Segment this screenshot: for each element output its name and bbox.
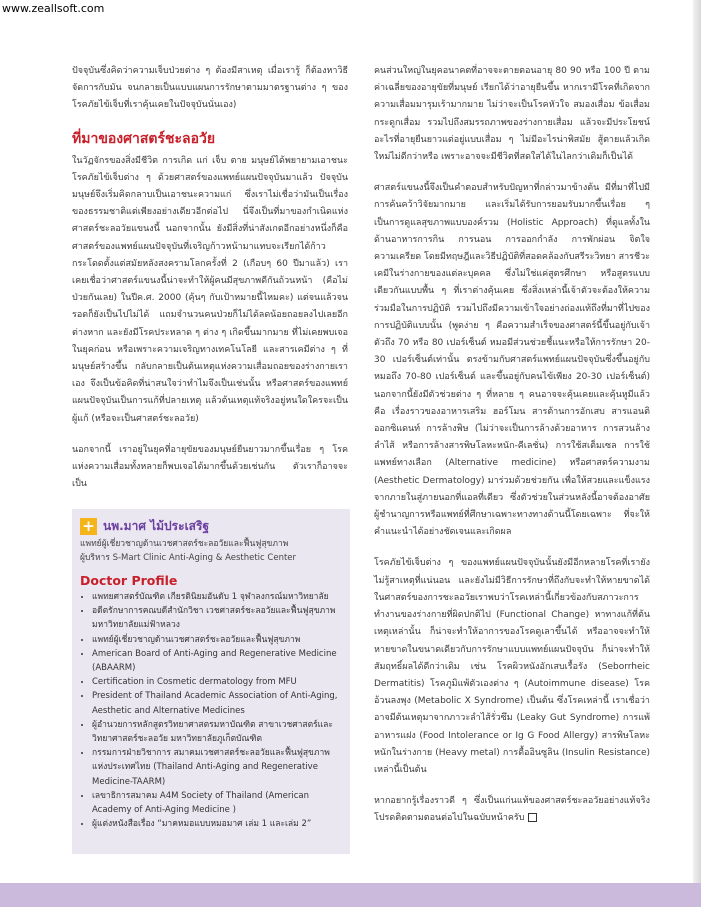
watermark: www.zeallsoft.com [2, 2, 105, 15]
list-item: • แพทย์ผู้เชี่ยวชาญด้านเวชศาสตร์ชะลอวัยและฟื้นฟูสุขภาพ [92, 633, 342, 647]
right-paragraph-1: คนส่วนใหญ่ในยุคอนาคตที่อาจจะตายตอนอายุ 80 90 หรือ 100 ปี ตามค่าเฉลี่ยของอายุขัยที่มนุษย์ เรียกได้ว่าอายุยืนขึ้น หากเรามีโรคที่เกิดจากความเสื่อมมารุมเร้ามากมาย ไม่ว่าจะเป็นโรคหัวใจ สมองเสื่อม ข้อเสื่อม กระดูกเสื่อม รวมไปถึงสมรรถภาพของร่างกายเสื่อม แล้วจะมีประโยชน์อะไรที่อายุยืนยาวแต่อยู่แบบเสื่อม ๆ ไม่มีอะไรน่าพิสมัย สู้ตายแล้วเกิดใหม่ไม่ดีกว่าหรือ เพราะอาจจะมีชีวิตที่สดใสได้ในไลกว่าเดิมก็เป็นได้ [374, 66, 650, 163]
right-paragraph-3: โรคภัยไข้เจ็บต่าง ๆ ของแพทย์แผนปัจจุบันนั้นยังมีอีกหลายโรคที่เรายังไม่รู้สาเหตุที่แน่นอน และยังไม่มีวิธีการรักษาที่ถึงกับจะทำให้หายขาดได้ ในศาสตร์ของการชะลอวัยเราพบว่าโรคเหล่านี้เกี่ยวข้องกับสภาวะการทำงานของร่างกายที่ผิดปกติไป (Functional Change) หาทางแก้ที่ต้นเหตุเหล่านั้น ก็น่าจะทำให้อาการของโรคดูเลาขึ้นได้ หรืออาจจะทำให้หายขาดในขนาดเดียวกับการรักษาแบบแพทย์แผนปัจจุบัน ก็น่าจะทำให้สัมฤทธิ์ผลได้ดีกว่าเดิม เช่น โรคผิวหนังอักเสบเรื้อรัง (Seborrheic Dermatitis) โรคภูมิแพ้ตัวเองต่าง ๆ (Autoimmune disease) โรคอ้วนลงพุง (Metabolic X Syndrome) เป็นต้น ซึ่งโรคเหล่านี้ เราเชื่อว่าอาจมีต้นเหตุมาจากภาวะลำไส้รั่วซึม (Leaky Gut Syndrome) การแพ้อาหารแฝง (Food Intolerance or Ig G Food Allergy) สารพิษโลหะหนักในร่างกาย (Heavy metal) การดื้ออินซูลิน (Insulin Resistance) เหล่านี้เป็นต้น [374, 558, 650, 775]
right-column [374, 63, 650, 842]
page-edge [693, 0, 701, 907]
history-paragraph: ในวัฏจักรของสิ่งมีชีวิต การเกิด แก่ เจ็บ ตาย มนุษย์ได้พยายามเอาชนะโรคภัยไข้เจ็บต่าง ๆ ด้วยศาสตร์ของแพทย์แผนปัจจุบันมาแล้ว ปัจจุบันมนุษย์จึงเริ่มคิดกลาบเป็นเอาชนะความแก่ ซึ่งเราไม่เชื่อว่ามันเป็นเรื่องของธรรมชาติแต่เพียงอย่างเดียวอีกต่อไป นี่จึงเป็นที่มาของกำเนิดแห่งศาสตร์ชะลอวัยแขนงนี้ นอกจากนั้น ยังมีสิ่งที่น่าสังเกตอีกอย่างหนึ่งก็คือศาสตร์ของแพทย์แผนปัจจุบันที่เจริญก้าวหน้ามาแทบจะเรียกได้ก้าวกระโดดตั้งแต่สมัยหลังสงครามโลกครั้งที่ 2 (เกือบๆ 60 ปีมาแล้ว) เราเคยเชื่อว่าศาสตร์แขนงนี้น่าจะทำให้ผู้คนมีสุขภาพดีกันถ้วนหน้า (คือไม่ป่วยกันเลย) ในปีค.ศ. 2000 (คุ้นๆ กับเป้าหมายนี้ไหมคะ) แต่จนแล้วจนรอดก็ยังเป็นไปไม่ได้ แถมจำนวนคนป่วยก็ไม่ได้ลดน้อยถอยลงไปเลยอีกต่างหาก และยังมีโรคประหลาด ๆ ต่าง ๆ เกิดขึ้นมากมาย ที่ไม่เคยพบเจอในยุคก่อน หรือเพราะความเจริญทางเทคโนโลยี และสารเคมีต่าง ๆ ที่มนุษย์สร้างขึ้น กลับกลายเป็นต้นเหตุแห่งความเสื่อมถอยของร่างกายเราเอง จึงเป็นข้อคิดที่น่าสนใจว่าทำไมจึงเป็นเช่นนั้น หรือศาสตร์ของแพทย์แผนปัจจุบันเป็นการแก้ที่ปลายเหตุ แล้วต้นเหตุแท้จริงอยู่หนใดใครจะเป็นผู้แก้ (หรือจะเป็นศาสตร์ชะลอวัย) [72, 155, 348, 424]
doctor-name: นพ.มาศ ไม้ประเสริฐ [103, 518, 210, 533]
profile-list [80, 590, 342, 831]
list-item: • แพทยศาสตร์บัณฑิต เกียรตินิยมอันดับ 1 จุฬาลงกรณ์มหาวิทยาลัย [92, 590, 342, 604]
right-paragraph-2: ศาสตร์แขนงนี้จึงเป็นคำตอบสำหรับปัญหาที่กล่าวมาข้างต้น มีที่มาที่ไปมีการค้นคว้าวิจัยมากมาย และเริ่มได้รับการยอมรับมากขึ้นเรื่อย ๆ เป็นการดูแลสุขภาพแบบองค์รวม (Holistic Approach) ที่ดูแลทั้งในด้านอาหารการกิน การนอน การออกกำลัง การพักผ่อน จิตใจ ความเครียด โดยมีทฤษฎีและวิธีปฏิบัติที่สอดคล้องกับสรีระวิทยา สารชีวะเคมีในร่างกายของแต่ละบุคคล ซึ่งไม่ใช่แค่สูตรศึกษา หรือสูตรแบบเดียวกันแบบพื้น ๆ ที่เราต่างคุ้นเคย ซึ่งสิ่งเหล่านี้เจ้าตัวจะต้องให้ความร่วมมือในการปฏิบัติ รวมไปถึงมีความเข้าใจอย่างถ่องแท้ถึงที่มาที่ไปของการปฏิบัติแบบนั้น (พูดง่าย ๆ คือความสำเร็จของศาสตร์นี้ขึ้นอยู่กับเจ้าตัวถึง 70 หรือ 80 เปอร์เซ็นต์ หมอมีส่วนช่วยชี้แนะหรือให้การรักษา 20-30 เปอร์เซ็นต์เท่านั้น ตรงข้ามกับศาสตร์แพทย์แผนปัจจุบันซึ่งขึ้นอยู่กับหมอถึง 70-80 เปอร์เซ็นต์ และขึ้นอยู่กับคนไข้เพียง 20-30 เปอร์เซ็นต์) นอกจากนี้ยังมีตัวช่วยต่าง ๆ ที่หลาย ๆ คนอาจจะคุ้นเคยและคุ้นหูมีแล้วคือ เรื่องราวของอาหารเสริม ฮอร์โมน สารต้านการอักเสบ สารแอนติออกซิแดนท์ การล้างพิษ (ไม่ว่าจะเป็นการล้างด้วยอาหาร การสวนล้างลำไส้ หรือการล้างสารพิษโลหะหนัก-คีเลชั่น) การใช้สเต็มเซล การใช้แพทย์ทางเลือก (Alternative medicine) หรือศาสตร์ความงาม (Aesthetic Dermatology) มาร่วมด้วยช่วยกัน เพื่อให้สวยและแข็งแรงจากภายในสู่ภายนอกที่แอลที่เดียว ซึ่งตัวช่วยในส่วนหลังนี้อาจต้องอาศัยผู้ชำนาญการหรือแพทย์ที่ศึกษาเฉพาะทางทางด้านนี้โดยเฉพาะ ที่จะให้คำแนะนำได้อย่างชัดเจนและเกิดผล [374, 183, 650, 538]
right-paragraph-4 [374, 793, 650, 827]
end-mark-icon [528, 813, 537, 822]
doctor-profile-box [72, 509, 350, 854]
plus-icon: + [80, 518, 97, 535]
list-item: • กรรมการฝ่ายวิชาการ สมาคมเวชศาสตร์ชะลอวัยและฟื้นฟูสุขภาพแห่งประเทศไทย (Thailand Anti-Aging and Regenerative Medicine-TAARM) [92, 746, 342, 789]
aging-paragraph: นอกจากนี้ เราอยู่ในยุคที่อายุขัยของมนุษย์ยืนยาวมากขึ้นเรื่อย ๆ โรคแห่งความเสื่อมทั้งหลายก็พบเจอได้มากขึ้นด้วยเช่นกัน ตัวเราก็อาจจะเป็น [72, 444, 348, 490]
closing-text: หากอยากรู้เรื่องราวดี ๆ ซึ่งเป็นแก่นแท้ของศาสตร์ชะลอวัยอย่างแท้จริง โปรดติดตามตอนต่อไปในฉบับหน้าครับ [374, 796, 650, 824]
list-item: • ผู้อำนวยการหลักสูตรวิทยาศาสตรมหาบัณฑิต สาขาเวชศาสตร์และวิทยาศาสตร์ชะลอวัย มหาวิทยาลัยภูเก็ตบัณฑิต [92, 718, 342, 746]
profile-header [80, 515, 342, 537]
left-column [72, 63, 348, 507]
bottom-band [0, 883, 701, 907]
intro-paragraph: ปัจจุบันซึ่งคิดว่าความเจ็บป่วยต่าง ๆ ต้องมีสาเหตุ เมื่อเรารู้ ก็ต้องหาวิธีจัดการกับมัน จนกลายเป็นแบบแผนการรักษาตามมาตรฐานต่าง ๆ ของโรคภัยไข้เจ็บที่เราคุ้นเคยในปัจจุบันนั่นเอง) [72, 66, 348, 111]
doctor-position: ผู้บริหาร S-Mart Clinic Anti-Aging & Aesthetic Center [80, 553, 297, 563]
list-item: • เลขาธิการสมาคม A4M Society of Thailand (American Academy of Anti-Aging Medicine ) [92, 789, 342, 817]
profile-heading: Doctor Profile [80, 573, 178, 588]
list-item: • ผู้แต่งหนังสือเรื่อง “มาคหมอแบบหมอมาศ เล่ม 1 และเล่ม 2” [92, 817, 342, 831]
list-item: • อดีตรักษาการคณบดีสำนักวิชา เวชศาสตร์ชะลอวัยและฟื้นฟูสุขภาพ มหาวิทยาลัยแม่ฟ้าหลวง [92, 604, 342, 632]
section-heading: ที่มาของศาสตร์ชะลอวัย [72, 130, 216, 147]
list-item: • Certification in Cosmetic dermatology from MFU [92, 675, 342, 689]
doctor-title: แพทย์ผู้เชี่ยวชาญด้านเวชศาสตร์ชะลอวัยและฟื้นฟูสุขภาพ [80, 539, 289, 549]
list-item: • President of Thailand Academic Association of Anti-Aging, Aesthetic and Alternative Medicines [92, 689, 342, 717]
list-item: • American Board of Anti-Aging and Regenerative Medicine (ABAARM) [92, 647, 342, 675]
